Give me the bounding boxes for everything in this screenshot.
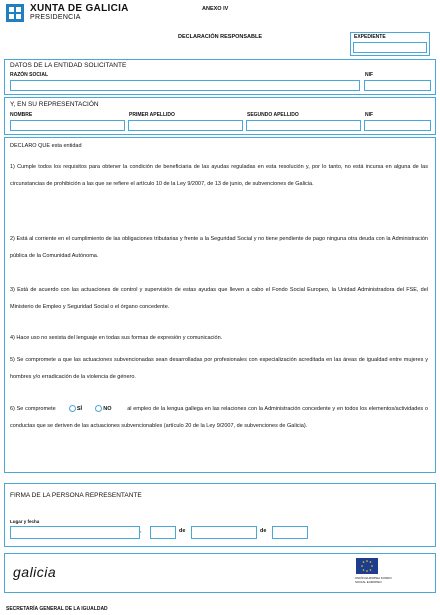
primer-apellido-label: PRIMER APELLIDO <box>129 112 175 118</box>
item6-text: al empleo de la lengua gallega en las relaciones con la Administración concedente y en todos los elementos/actividades o conductas que se deriven de las actuaciones subvencionables (artículo 20 de la Ley 9/2007, de subvenciones de Galicia). <box>10 406 428 429</box>
expediente-box <box>350 32 430 56</box>
place-date-label: Lugar y fecha <box>10 519 40 524</box>
year-input[interactable] <box>272 526 308 539</box>
razon-social-input[interactable] <box>10 80 360 91</box>
nombre-label: NOMBRE <box>10 112 33 118</box>
representative-section <box>4 97 436 135</box>
department-name: PRESIDENCIA <box>30 14 81 21</box>
primer-apellido-input[interactable] <box>128 120 243 131</box>
galicia-logo: galicia <box>13 564 57 580</box>
de-label-1: de <box>179 528 186 534</box>
nombre-input[interactable] <box>10 120 125 131</box>
no-label: NO <box>103 406 112 412</box>
declaration-item-1: 1) Cumple todos los requisitos para obtener la condición de beneficiaria de las ayudas reguladas en esta resolución y, por lo tanto, no está incursa en alguna de las circunstancias de prohibición a las que se refiere el artículo 10 de la Ley 9/2007, de 13 de junio, de subvenciones de Galicia. <box>10 164 428 187</box>
day-input[interactable] <box>150 526 176 539</box>
segundo-apellido-input[interactable] <box>246 120 361 131</box>
expediente-input[interactable] <box>353 42 427 53</box>
de-label-2: de <box>260 528 267 534</box>
entity-nif-label: NIF <box>365 72 374 78</box>
eu-text: UNIÓN EUROPEA FONDO SOCIAL EUROPEO <box>355 576 392 584</box>
signature-section <box>4 483 436 547</box>
month-input[interactable] <box>191 526 257 539</box>
representative-nif-input[interactable] <box>364 120 431 131</box>
declaration-item-2: 2) Está al corriente en el cumplimiento de las obligaciones tributarias y frente a la Seguridad Social y no tiene pendiente de pago ninguna otra deuda con la Administración pública de la Comunidad Autónoma. <box>10 236 428 259</box>
no-radio[interactable] <box>95 405 102 412</box>
place-input[interactable] <box>10 526 140 539</box>
entity-section-title: DATOS DE LA ENTIDAD SOLICITANTE <box>10 62 127 69</box>
annex-label: ANEXO IV <box>202 6 229 12</box>
yes-label: SÍ <box>76 406 83 412</box>
item6-prefix: 6) Se compromete <box>10 406 56 412</box>
comma: , <box>140 528 142 534</box>
document-title: DECLARACIÓN RESPONSABLE <box>178 34 263 40</box>
yes-radio[interactable] <box>69 405 76 412</box>
eu-flag-icon <box>356 558 378 574</box>
declaration-item-3: 3) Está de acuerdo con las actuaciones de control y supervisión de estas ayudas que lleven a cabo el Fondo Social Europeo, la Unidad Administradora del FSE, del Ministerio de Empleo y Seguridad Social o el órgano concedente. <box>10 287 428 310</box>
declaration-intro: DECLARO QUE esta entidad <box>10 143 82 149</box>
entity-section <box>4 59 436 95</box>
declaration-item-5: 5) Se compromete a que las actuaciones subvencionadas sean desarrolladas por profesionales con especialización acreditada en las áreas de igualdad entre mujeres y hombres y/o erradicación de la violencia de género. <box>10 357 428 380</box>
expediente-label: EXPEDIENTE <box>354 34 386 40</box>
representative-nif-label: NIF <box>365 112 374 118</box>
segundo-apellido-label: SEGUNDO APELLIDO <box>247 112 299 118</box>
xunta-logo-icon <box>6 4 24 22</box>
secretaria-footer: SECRETARÍA GENERAL DE LA IGUALDAD <box>6 606 108 612</box>
declaration-item-6 <box>10 401 428 434</box>
representative-section-title: Y, EN SU REPRESENTACIÓN <box>10 101 99 108</box>
logos-band <box>4 553 436 593</box>
org-name: XUNTA DE GALICIA <box>30 3 129 14</box>
razon-social-label: RAZÓN SOCIAL <box>10 72 49 78</box>
entity-nif-input[interactable] <box>364 80 431 91</box>
declaration-item-4: 4) Hace uso no sexista del lenguaje en todas sus formas de expresión y comunicación. <box>10 335 223 341</box>
signature-section-title: FIRMA DE LA PERSONA REPRESENTANTE <box>10 492 142 499</box>
